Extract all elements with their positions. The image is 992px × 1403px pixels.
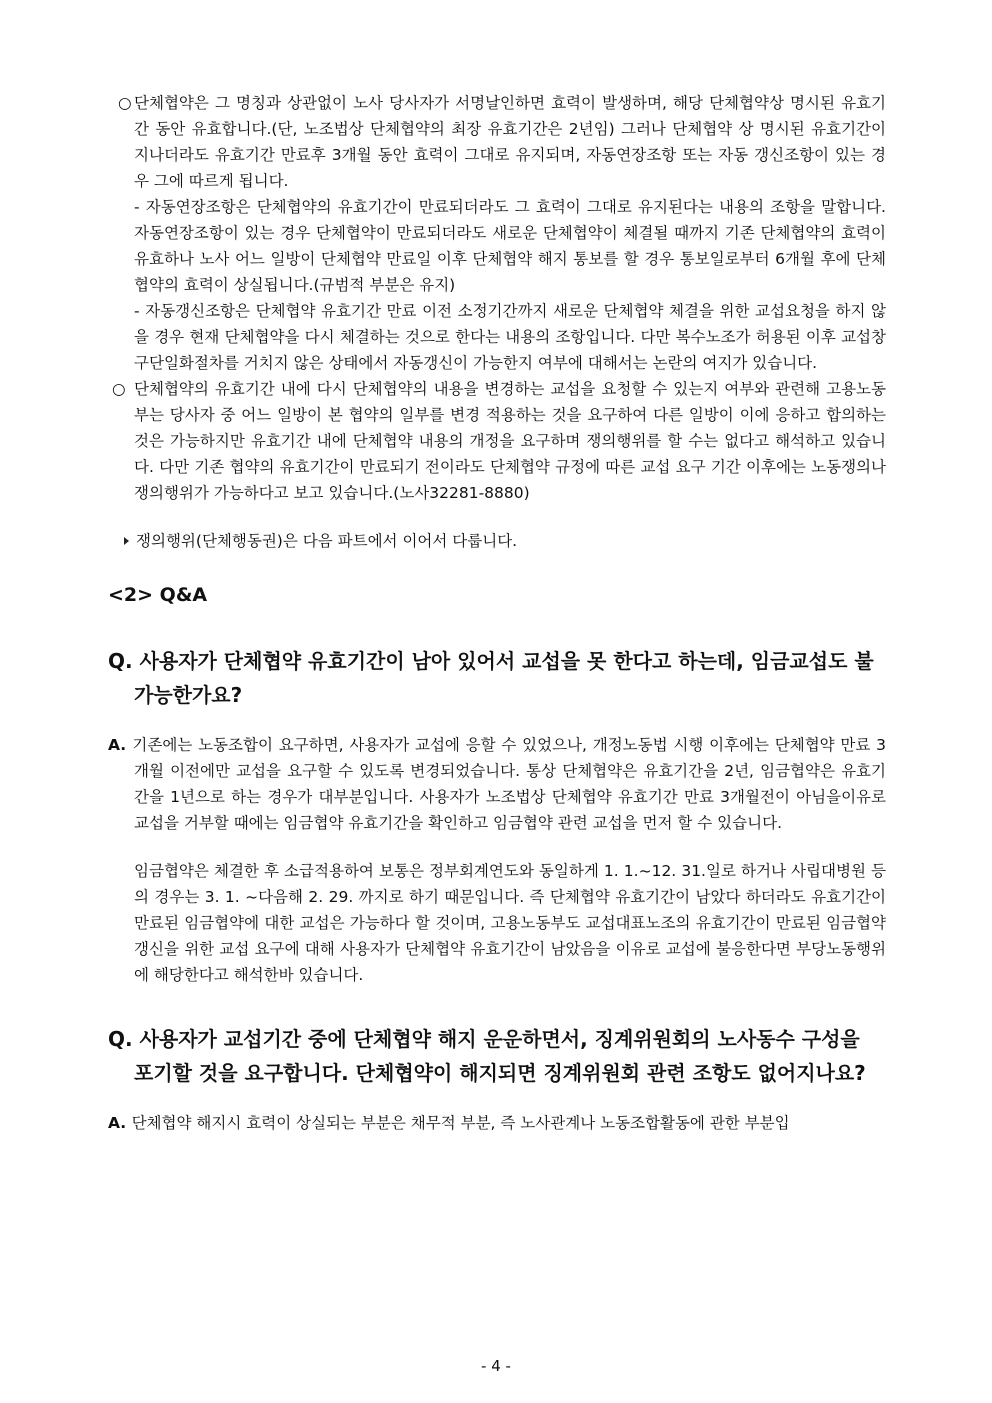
answer-text: 기존에는 노동조합이 요구하면, 사용자가 교섭에 응할 수 있었으나, 개정노동법 시행 이후에는 단체협약 만료 3개월 이전에만 교섭을 요구할 수 있도록 변경되었습니다. 통상 단체협약은 유효기간을 2년, 임금협약은 유효기간을 1년으로 하는 경우가 대부분입니다. 사용자가 노조법상 단체협약 유효기간 만료 3개월전이 아님을이유로 교섭을 거부할 때에는 임금협약 유효기간을 확인하고 임금협약 관련 교섭을 먼저 할 수 있습니다. bbox=[132, 736, 886, 832]
answer-label: A. bbox=[108, 736, 133, 754]
triangle-bullet-icon bbox=[124, 537, 129, 545]
paragraph-collective-agreement-validity bbox=[108, 90, 886, 194]
answer-text: 단체협약 해지시 효력이 상실되는 부분은 채무적 부분, 즉 노사관계나 노동조합활동에 관한 부분입 bbox=[131, 1114, 790, 1132]
note-line bbox=[108, 528, 886, 554]
note-text: 쟁의행위(단체행동권)은 다음 파트에서 이어서 다룹니다. bbox=[136, 532, 518, 550]
paragraph-text: 단체협약은 그 명칭과 상관없이 노사 당사자가 서명날인하면 효력이 발생하며, 해당 단체협약상 명시된 유효기간 동안 유효합니다.(단, 노조법상 단체협약의 최장 유효기간은 2년임) 그러나 단체협약 상 명시된 유효기간이 지나더라도 유효기간 만료후 3개월 동안 효력이 그대로 유지되며, 자동연장조항 또는 자동 갱신조항이 있는 경우 그에 따르게 됩니다. bbox=[134, 94, 886, 190]
answer-continuation: 임금협약은 체결한 후 소급적용하여 보통은 정부회계연도와 동일하게 1. 1.~12. 31.일로 하거나 사립대병원 등의 경우는 3. 1. ~다음해 2. 29. 까지로 하기 때문입니다. 즉 단체협약 유효기간이 남았다 하더라도 유효기간이 만료된 임금협약에 대한 교섭은 가능하다 할 것이며, 고용노동부도 교섭대표노조의 유효기간이 만료된 임금협약 갱신을 위한 교섭 요구에 대해 사용자가 단체협약 유효기간이 남았음을 이유로 교섭에 불응한다면 부당노동행위에 해당한다고 해석한바 있습니다. bbox=[134, 862, 886, 984]
circle-bullet-icon: ○ bbox=[112, 380, 126, 398]
paragraph-amendment-negotiation bbox=[108, 376, 886, 506]
sub-paragraph-auto-extension: - 자동연장조항은 단체협약의 유효기간이 만료되더라도 그 효력이 그대로 유지된다는 내용의 조항을 말합니다. 자동연장조항이 있는 경우 단체협약이 만료되더라도 새로운 단체협약이 체결될 때까지 기존 단체협약의 효력이 유효하나 노사 어느 일방이 단체협약 만료일 이후 단체협약 해지 통보를 할 경우 통보일로부터 6개월 후에 단체협약의 효력이 상실됩니다.(규범적 부분은 유지) bbox=[134, 198, 886, 294]
answer-paragraph bbox=[108, 732, 886, 836]
page-number: - 4 - bbox=[481, 1357, 511, 1375]
answer-label: A. bbox=[108, 1114, 132, 1132]
question-heading: Q. 사용자가 단체협약 유효기간이 남아 있어서 교섭을 못 한다고 하는데, 임금교섭도 불가능한가요? bbox=[108, 649, 874, 707]
paragraph-text: 단체협약의 유효기간 내에 다시 단체협약의 내용을 변경하는 교섭을 요청할 수 있는지 여부와 관련해 고용노동부는 당사자 중 어느 일방이 본 협약의 일부를 변경 적용하는 것을 요구하여 다른 일방이 이에 응하고 합의하는 것은 가능하지만 유효기간 내에 단체협약 내용의 개정을 요구하며 쟁의행위를 할 수는 없다고 해석하고 있습니다. 다만 기존 협약의 유효기간이 만료되기 전이라도 단체협약 규정에 따른 교섭 요구 기간 이후에는 노동쟁의나 쟁의행위가 가능하다고 보고 있습니다.(노사32281-8880) bbox=[134, 380, 886, 502]
section-heading: <2> Q&A bbox=[108, 584, 208, 606]
document-body bbox=[108, 90, 886, 1136]
circle-bullet-icon: ○ bbox=[118, 94, 132, 112]
answer-paragraph bbox=[108, 1110, 886, 1136]
sub-paragraph-auto-renewal: - 자동갱신조항은 단체협약 유효기간 만료 이전 소정기간까지 새로운 단체협약 체결을 위한 교섭요청을 하지 않을 경우 현재 단체협약을 다시 체결하는 것으로 한다는 내용의 조항입니다. 다만 복수노조가 허용된 이후 교섭창구단일화절차를 거치지 않은 상태에서 자동갱신이 가능한지 여부에 대해서는 논란의 여지가 있습니다. bbox=[134, 302, 886, 372]
question-heading: Q. 사용자가 교섭기간 중에 단체협약 해지 운운하면서, 징계위원회의 노사동수 구성을 포기할 것을 요구합니다. 단체협약이 해지되면 징계위원회 관련 조항도 없어지나요? bbox=[108, 1027, 866, 1085]
